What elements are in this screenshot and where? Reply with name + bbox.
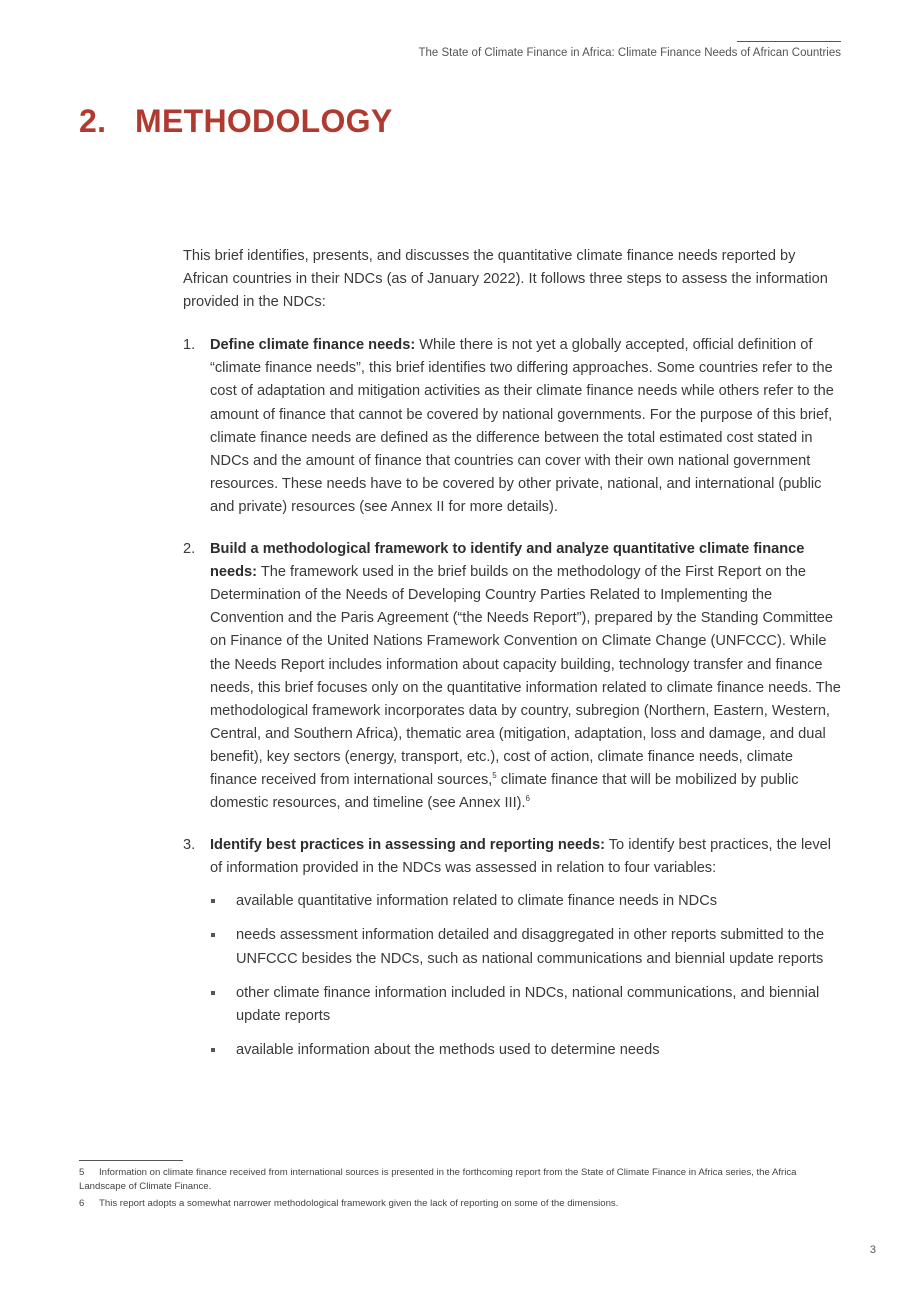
step-text: The framework used in the brief builds on the methodology of the First Report on the Determination of the Needs of Developing Country Parties Related to Implementing the Convention and the Paris Agreement (“the Needs Report”), prepared by the Standing Committee on Finance of the United Nations Framework Convention on Climate Change (UNFCCC). While the Needs Report includes information about capacity building, technology transfer and finance needs, this brief focuses only on the quantitative information related to climate finance needs. The methodological framework incorporates data by country, subregion (Northern, Eastern, Western, Central, and Southern Africa), thematic area (mitigation, adaptation, loss and damage, and dual benefit), key sectors (energy, transport, etc.), cost of action, climate finance needs, climate finance received from international sources,	[210, 564, 841, 788]
running-header: The State of Climate Finance in Africa: Climate Finance Needs of African Countries	[418, 47, 841, 59]
footnote-5	[79, 1166, 839, 1194]
square-bullet-icon	[211, 991, 215, 995]
list-item-text: available quantitative information related to climate finance needs in NDCs	[236, 893, 718, 910]
footnote-ref-5[interactable]: 5	[492, 771, 497, 781]
step-text: To identify best practices, the level of information provided in the NDCs was assessed in relation to four variables:	[210, 837, 832, 877]
footnote-text: This report adopts a somewhat narrower methodological framework given the lack of reporting on some of the dimensions.	[99, 1198, 619, 1209]
list-item-text: other climate finance information included in NDCs, national communications, and biennial update reports	[236, 984, 820, 1024]
step-1	[183, 334, 843, 519]
footnote-number: 5	[79, 1167, 85, 1178]
list-item	[210, 890, 843, 913]
section-number: 2.	[79, 103, 107, 139]
intro-paragraph: This brief identifies, presents, and discusses the quantitative climate finance needs reported by African countries in their NDCs (as of January 2022). It follows three steps to assess the information provided in the NDCs:	[183, 248, 828, 311]
footnote-ref-6[interactable]: 6	[525, 794, 530, 804]
page-number: 3	[869, 1244, 876, 1256]
list-item-text: available information about the methods used to determine needs	[236, 1041, 660, 1058]
list-item-text: needs assessment information detailed and disaggregated in other reports submitted to the UNFCCC besides the NDCs, such as national communications and biennial update reports	[236, 927, 825, 967]
footnote-text: Information on climate finance received from international sources is presented in the forthcoming report from the State of Climate Finance in Africa series, the Africa Landscape of Climate Finance.	[79, 1167, 797, 1192]
square-bullet-icon	[211, 933, 215, 937]
square-bullet-icon	[211, 899, 215, 903]
footnote-6	[79, 1197, 839, 1211]
assessment-variables-list	[210, 890, 843, 1062]
step-3	[183, 834, 843, 1062]
step-title: Build a methodological framework to identify and analyze quantitative climate finance needs:	[210, 541, 805, 581]
step-2	[183, 538, 843, 815]
section-heading	[79, 103, 393, 140]
section-title: METHODOLOGY	[135, 103, 393, 139]
footnote-number: 6	[79, 1198, 85, 1209]
list-item	[210, 1039, 843, 1062]
methodology-steps	[183, 334, 843, 1062]
step-number: 1.	[183, 337, 196, 354]
footnote-rule	[79, 1160, 183, 1161]
body-text	[183, 245, 843, 1081]
square-bullet-icon	[211, 1048, 215, 1052]
step-title: Define climate finance needs:	[210, 337, 416, 354]
step-number: 2.	[183, 541, 196, 558]
list-item	[210, 982, 843, 1028]
step-number: 3.	[183, 837, 196, 854]
step-title: Identify best practices in assessing and reporting needs:	[210, 837, 605, 854]
list-item	[210, 924, 843, 970]
step-text-continued: climate finance that will be mobilized by public domestic resources, and timeline (see Annex III).	[210, 771, 799, 812]
footnotes	[79, 1166, 839, 1214]
step-text: While there is not yet a globally accepted, official definition of “climate finance needs”, this brief identifies two differing approaches. Some countries refer to the cost of adaptation and mitigation activities as their climate finance needs while others refer to the amount of finance that cannot be covered by national governments. For the purpose of this brief, climate finance needs are defined as the difference between the total estimated cost stated in NDCs and the amount of finance that countries can cover with their own national government resources. These needs have to be covered by other private, national, and international (public and private) resources (see Annex II for more details).	[210, 337, 834, 515]
header-rule	[737, 41, 841, 42]
